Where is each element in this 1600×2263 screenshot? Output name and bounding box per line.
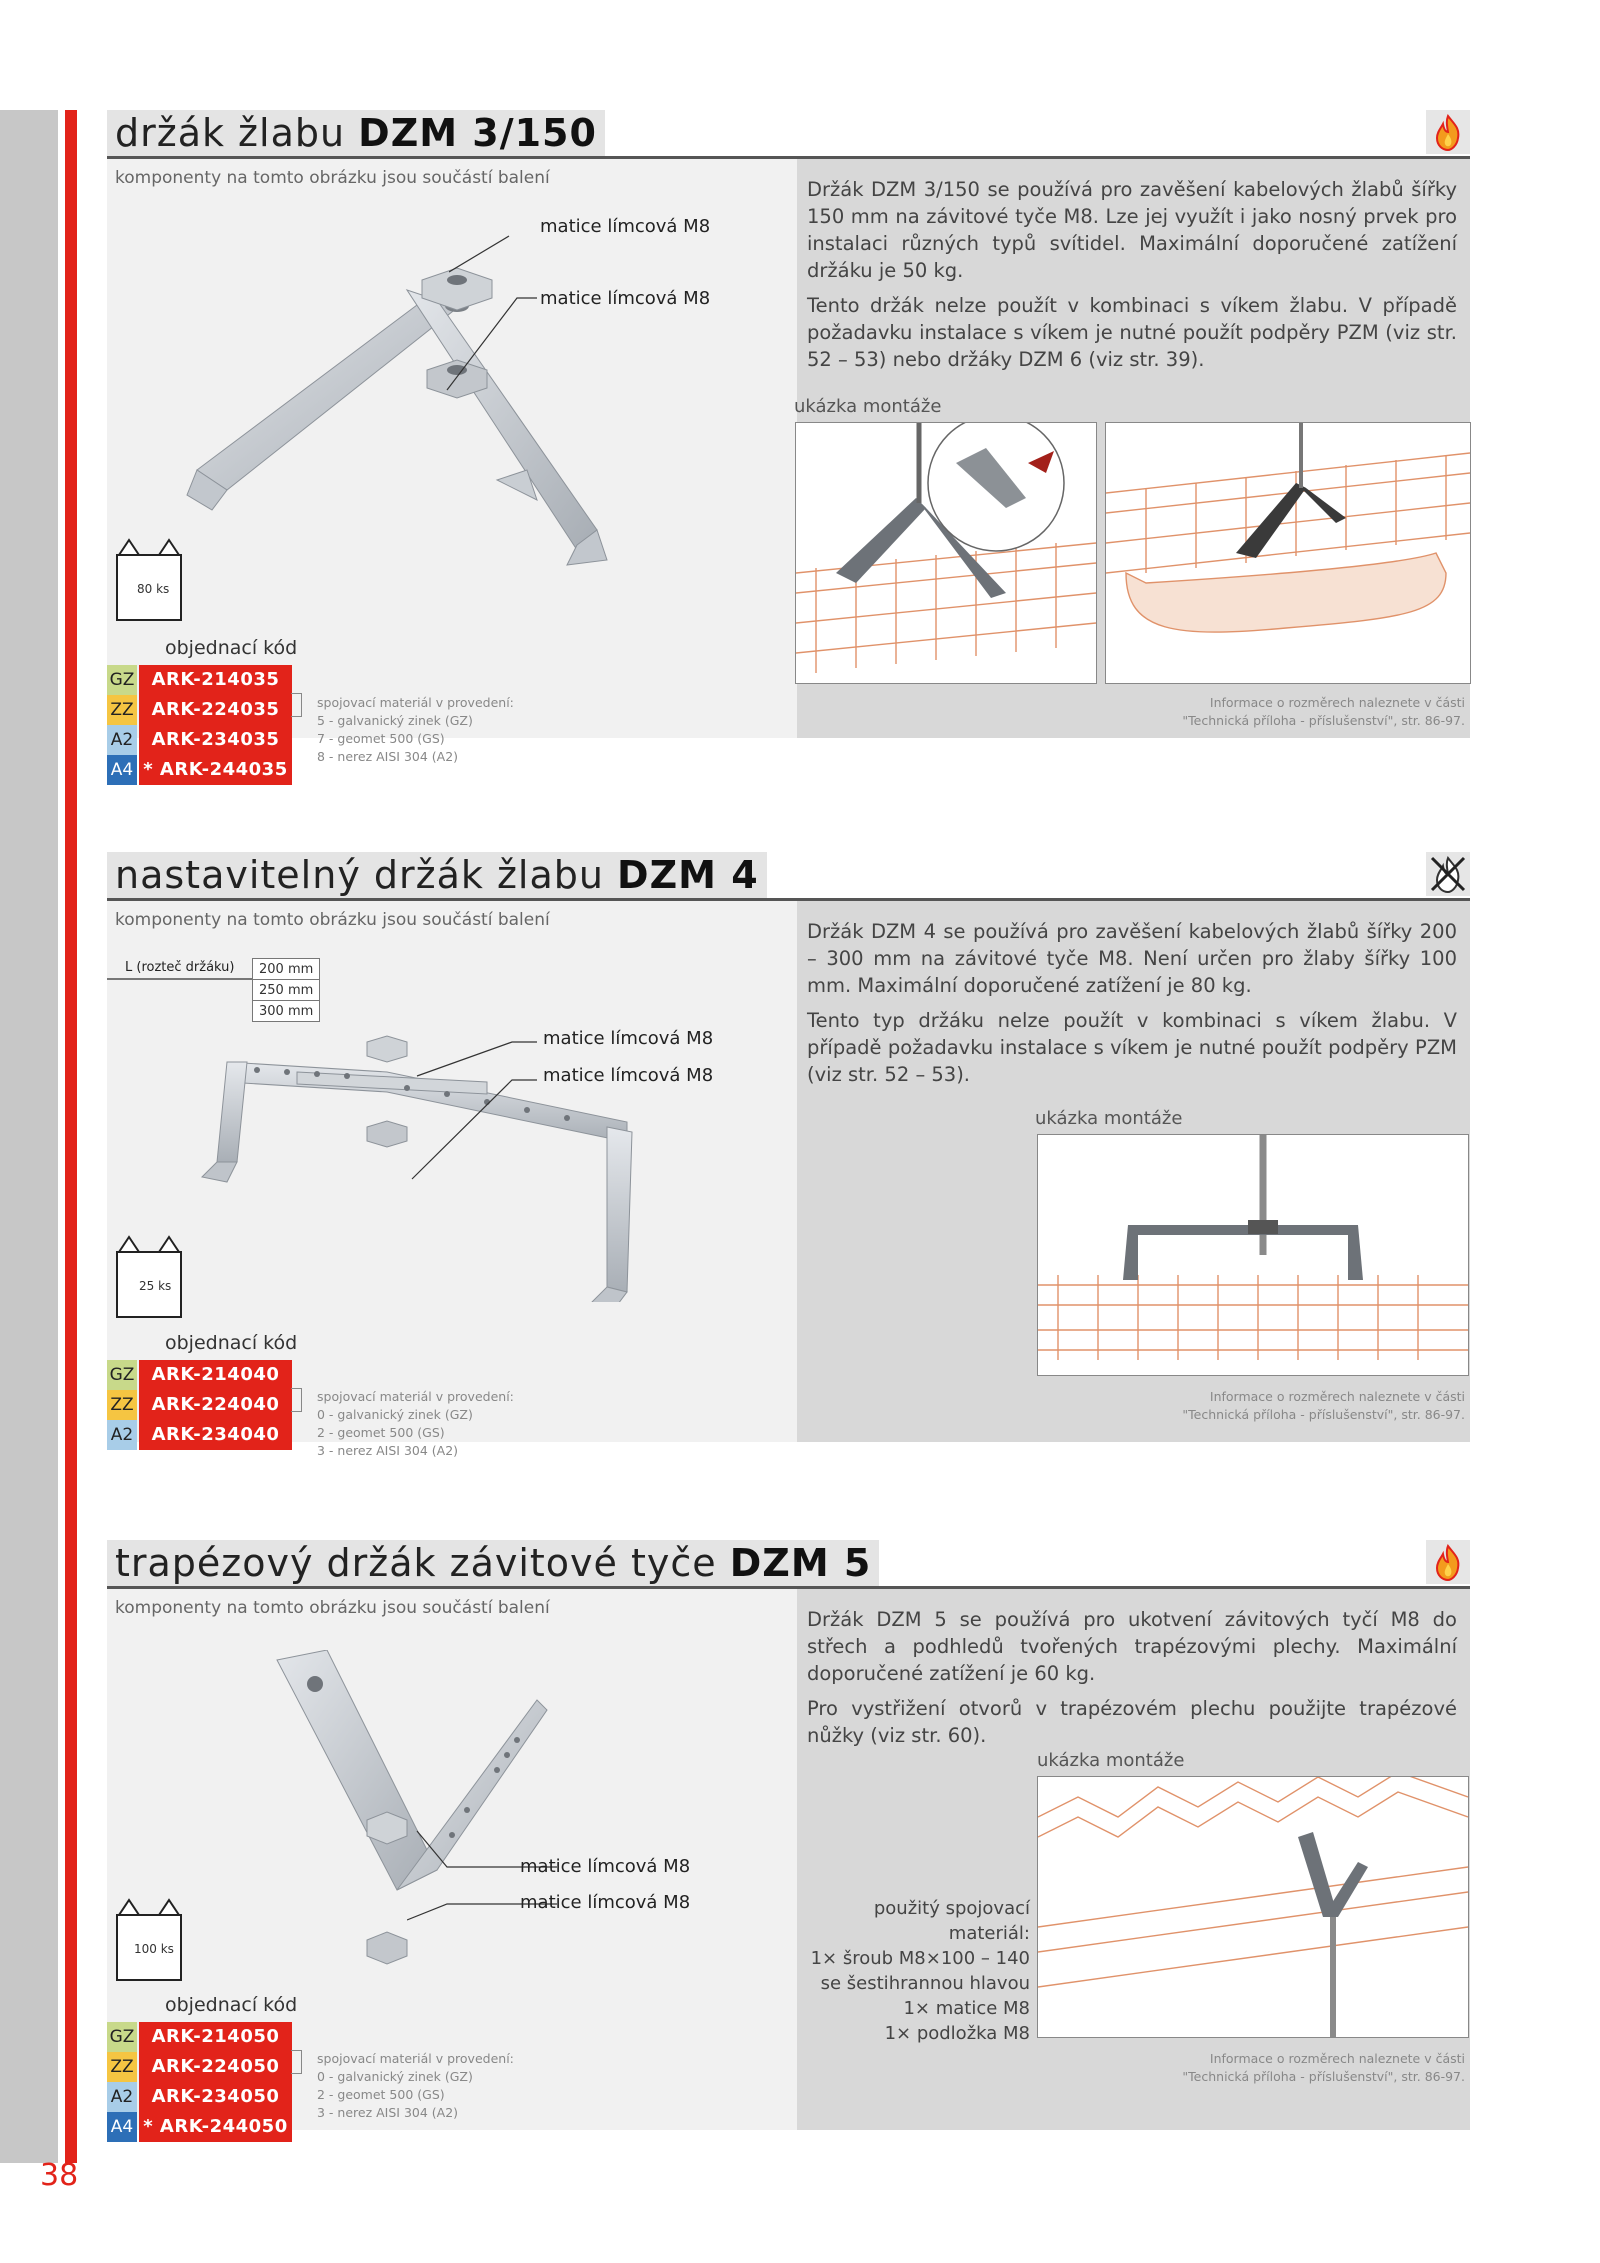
finish-tag: GZ xyxy=(107,2022,137,2052)
order-code: ARK-214040 xyxy=(139,1360,292,1390)
code-bracket xyxy=(291,1388,302,1412)
product-description: Držák DZM 4 se používá pro zavěšení kabelových žlabů šířky 200 – 300 mm na závitové tyče M8. Není určen pro žlaby šířky 100 mm. Maximální doporučené zatížení je 80 kg. Tento typ držáku nelze použít v kombinaci s víkem žlabu. V případě požadavku instalace s víkem je nutné použít podpěry PZM (viz str. 52 – 53). xyxy=(807,920,1457,1086)
package-box xyxy=(109,1232,189,1322)
title-underline xyxy=(107,1586,1470,1589)
nut-label: matice límcová M8 xyxy=(520,1892,691,1913)
dimension-value: 300 mm xyxy=(253,1001,320,1022)
label-leader-2 xyxy=(437,290,557,414)
montage-caption: ukázka montáže xyxy=(1037,1750,1185,1771)
order-code: ARK-234040 xyxy=(139,1420,292,1450)
nut-label: matice límcová M8 xyxy=(540,216,711,237)
section-subtitle: komponenty na tomto obrázku jsou součástí balení xyxy=(115,1598,550,1618)
package-box xyxy=(109,535,189,625)
side-red-bar xyxy=(65,110,77,2163)
dimension-value: 200 mm xyxy=(253,959,320,980)
no-fire-icon xyxy=(1426,852,1470,896)
section-dzm-3-150 xyxy=(107,110,1470,780)
order-code: * ARK-244050 xyxy=(139,2112,292,2142)
product-description: Držák DZM 3/150 se používá pro zavěšení kabelových žlabů šířky 150 mm na závitové tyče M8. Lze jej využít i jako nosný prvek pro instalaci různých typů svítidel. Maximální doporučené zatížení držáku je 50 kg. Tento držák nelze použít v kombinaci s víkem žlabu. V případě požadavku instalace s víkem je nutné použít podpěry PZM (viz str. 52 – 53) nebo držáky DZM 6 (viz str. 39). xyxy=(807,178,1457,371)
montage-image xyxy=(1037,1134,1469,1376)
dimension-label: L (rozteč držáku) xyxy=(125,960,235,975)
finish-tag: A4 xyxy=(107,755,137,785)
montage-caption: ukázka montáže xyxy=(794,396,942,417)
section-subtitle: komponenty na tomto obrázku jsou součástí balení xyxy=(115,168,550,188)
connection-material-note: spojovací materiál v provedení: 5 - galvanický zinek (GZ) 7 - geomet 500 (GS) 8 - nerez AISI 304 (A2) xyxy=(317,695,514,764)
nut-label: matice límcová M8 xyxy=(543,1065,714,1086)
package-count: 25 ks xyxy=(139,1279,172,1293)
connection-material-note: spojovací materiál v provedení: 0 - galvanický zinek (GZ) 2 - geomet 500 (GS) 3 - nerez AISI 304 (A2) xyxy=(317,1389,514,1458)
section-dzm-5 xyxy=(107,1540,1470,2160)
finish-tag: GZ xyxy=(107,1360,137,1390)
nut-label: matice límcová M8 xyxy=(520,1856,691,1877)
code-bracket xyxy=(291,2050,302,2074)
finish-tag: ZZ xyxy=(107,1390,137,1420)
order-code-title: objednací kód xyxy=(165,1332,298,1354)
order-code-title: objednací kód xyxy=(165,637,298,659)
dim-underline xyxy=(107,978,252,980)
order-code: * ARK-244035 xyxy=(139,755,292,785)
connection-material-note: spojovací materiál v provedení: 0 - galvanický zinek (GZ) 2 - geomet 500 (GS) 3 - nerez AISI 304 (A2) xyxy=(317,2051,514,2120)
montage-image xyxy=(1037,1776,1469,2038)
package-count: 100 ks xyxy=(134,1942,174,1956)
title-underline xyxy=(107,898,1470,901)
info-note: Informace o rozměrech naleznete v části "Technická příloha - příslušenství", str. 86-97. xyxy=(1182,695,1465,728)
montage-image xyxy=(1105,422,1471,684)
info-note: Informace o rozměrech naleznete v části "Technická příloha - příslušenství", str. 86-97. xyxy=(1182,1389,1465,1422)
label-leader-1 xyxy=(407,1541,567,1945)
finish-tag: ZZ xyxy=(107,695,137,725)
order-code: ARK-234050 xyxy=(139,2082,292,2112)
nut-label: matice límcová M8 xyxy=(543,1028,714,1049)
side-gray-bar xyxy=(0,110,58,2163)
finish-tag: ZZ xyxy=(107,2052,137,2082)
info-note: Informace o rozměrech naleznete v části "Technická příloha - příslušenství", str. 86-97. xyxy=(1182,2051,1465,2084)
page-number: 38 xyxy=(40,2158,79,2193)
order-code: ARK-224035 xyxy=(139,695,292,725)
finish-tag: A4 xyxy=(107,2112,137,2142)
finish-tag: A2 xyxy=(107,2082,137,2112)
order-code: ARK-224040 xyxy=(139,1390,292,1420)
section-title: trapézový držák závitové tyče DZM 5 xyxy=(107,1540,879,1586)
section-title: držák žlabu DZM 3/150 xyxy=(107,110,605,156)
montage-caption: ukázka montáže xyxy=(1035,1108,1183,1129)
flame-icon xyxy=(1426,110,1470,154)
section-subtitle: komponenty na tomto obrázku jsou součástí balení xyxy=(115,910,550,930)
order-code-title: objednací kód xyxy=(165,1994,298,2016)
package-count: 80 ks xyxy=(137,582,170,596)
nut-label: matice límcová M8 xyxy=(540,288,711,309)
montage-image xyxy=(795,422,1097,684)
section-dzm-4 xyxy=(107,852,1470,1492)
code-bracket xyxy=(291,693,302,717)
order-code: ARK-224050 xyxy=(139,2052,292,2082)
dimension-table xyxy=(252,958,320,1022)
used-material-note: použitý spojovací materiál: 1× šroub M8×100 – 140 se šestihrannou hlavou 1× matice M8 1× podložka M8 xyxy=(810,1898,1030,2044)
flame-icon xyxy=(1426,1540,1470,1584)
finish-tag: GZ xyxy=(107,665,137,695)
order-code: ARK-214050 xyxy=(139,2022,292,2052)
package-box xyxy=(109,1895,189,1985)
title-underline xyxy=(107,156,1470,159)
section-title: nastavitelný držák žlabu DZM 4 xyxy=(107,852,767,898)
order-code: ARK-234035 xyxy=(139,725,292,755)
order-code: ARK-214035 xyxy=(139,665,292,695)
dimension-value: 250 mm xyxy=(253,980,320,1001)
product-description: Držák DZM 5 se používá pro ukotvení závitových tyčí M8 do střech a podhledů tvořených trapézovými plechy. Maximální doporučené zatížení je 60 kg. Pro vystřižení otvorů v trapézovém plechu použijte trapézové nůžky (viz str. 60). xyxy=(807,1608,1457,1747)
label-leader-2 xyxy=(407,1074,542,1198)
finish-tag: A2 xyxy=(107,725,137,755)
finish-tag: A2 xyxy=(107,1420,137,1450)
